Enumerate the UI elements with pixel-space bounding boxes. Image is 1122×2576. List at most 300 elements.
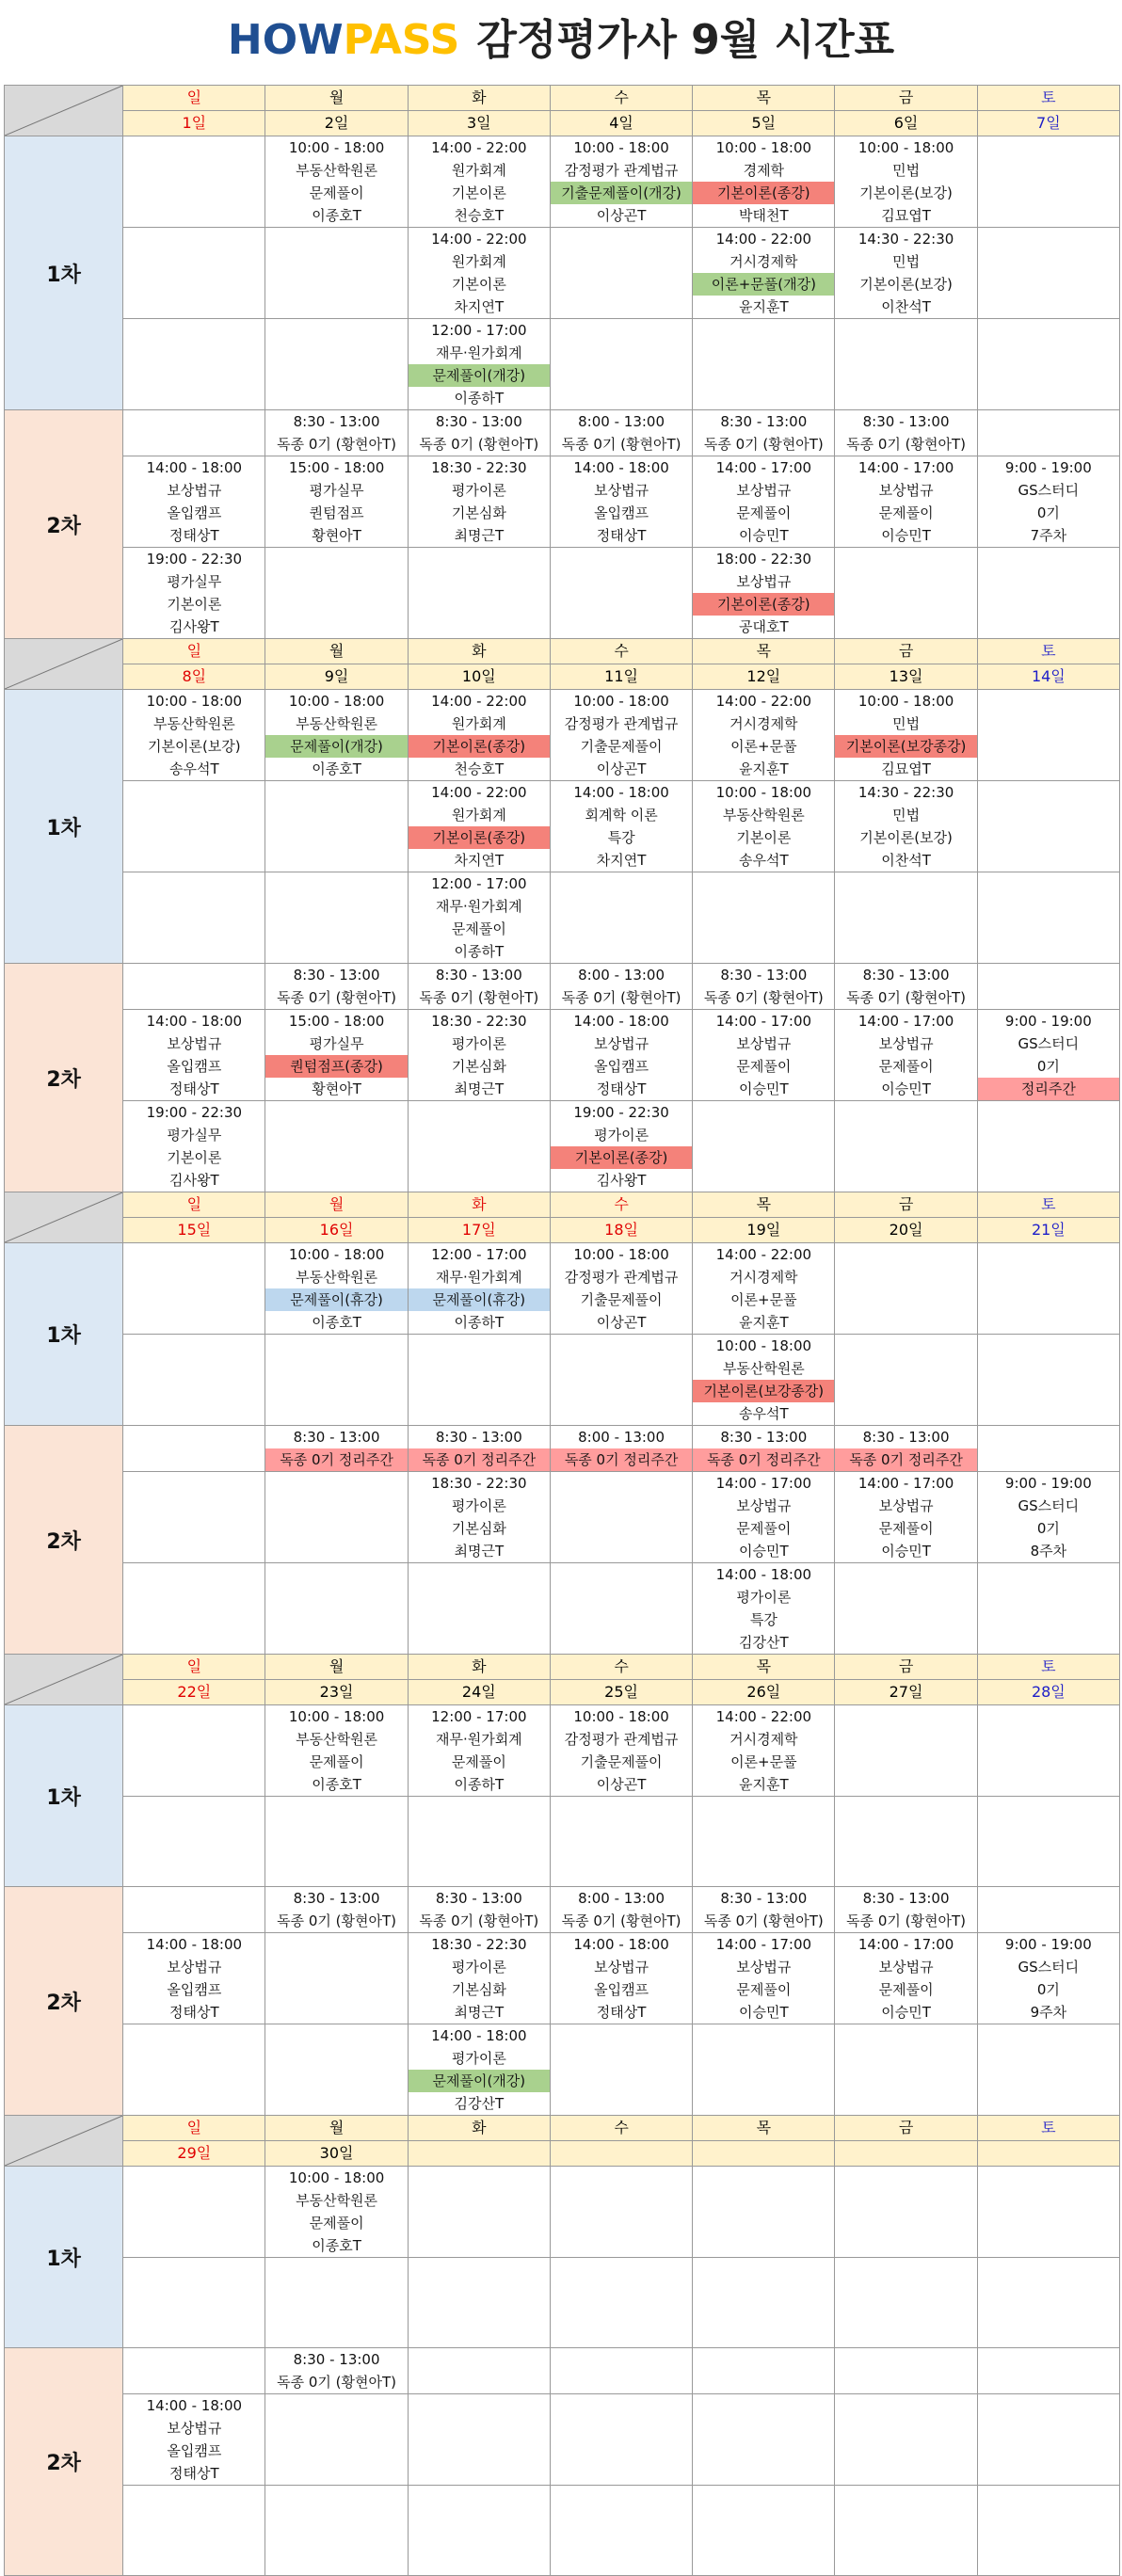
cell-line: 14:00 - 22:00	[715, 1708, 812, 1725]
class-slot[interactable]	[835, 410, 977, 456]
day-label: 수	[550, 1192, 692, 1218]
cell-line: 기출문제풀이	[580, 1753, 663, 1770]
cell-line: 문제풀이(개강)	[265, 735, 407, 758]
class-slot[interactable]	[835, 228, 977, 319]
class-slot[interactable]	[408, 1705, 550, 1797]
class-slot[interactable]	[408, 1243, 550, 1335]
class-slot	[977, 2394, 1119, 2486]
cell-line: 독종 0기 (황현아T)	[846, 436, 967, 453]
cell-line: 8:30 - 13:00	[862, 413, 950, 430]
cell-line: 9:00 - 19:00	[1004, 459, 1092, 476]
class-slot[interactable]	[977, 1472, 1119, 1563]
cell-line: 민법	[892, 253, 921, 270]
class-slot[interactable]	[408, 690, 550, 781]
date-label: 16일	[265, 1218, 408, 1243]
class-slot[interactable]	[123, 1010, 265, 1101]
class-slot[interactable]	[265, 2348, 408, 2394]
cell-line: 8:30 - 13:00	[293, 1890, 380, 1907]
cell-line: 이승민T	[881, 1543, 931, 1560]
class-slot[interactable]	[693, 136, 835, 228]
cell-line: 8:30 - 13:00	[435, 413, 522, 430]
class-slot[interactable]	[693, 1335, 835, 1426]
class-slot[interactable]	[408, 964, 550, 1010]
cell-line: 송우석T	[169, 760, 219, 777]
cell-line: 이론+문풀	[730, 738, 797, 755]
day-label: 일	[123, 2116, 265, 2141]
class-slot	[977, 1797, 1119, 1887]
class-slot[interactable]	[408, 1887, 550, 1933]
cell-line: 10:00 - 18:00	[858, 139, 954, 156]
cell-line: 8:30 - 13:00	[293, 967, 380, 984]
cell-line: GS스터디	[1018, 1035, 1080, 1052]
date-label	[977, 2141, 1119, 2167]
day-label: 토	[977, 2116, 1119, 2141]
class-slot[interactable]	[408, 1933, 550, 2024]
date-label: 26일	[693, 1680, 835, 1705]
class-slot	[835, 1335, 977, 1426]
cell-line: 기출문제풀이	[580, 738, 663, 755]
cell-line: 8:30 - 13:00	[720, 1890, 808, 1907]
class-slot[interactable]	[550, 136, 692, 228]
class-slot[interactable]	[265, 1010, 408, 1101]
cell-line: 독종 0기 (황현아T)	[419, 436, 539, 453]
class-slot	[835, 319, 977, 410]
cell-line: 정태상T	[596, 2004, 647, 2021]
cell-line: 천승호T	[454, 207, 505, 224]
cell-line: 보상법규	[594, 1035, 649, 1052]
class-slot[interactable]	[693, 690, 835, 781]
class-slot[interactable]	[835, 456, 977, 548]
cell-line: 퀀텀점프	[309, 504, 364, 521]
cell-line: 문제풀이	[309, 1753, 364, 1770]
class-slot	[693, 2167, 835, 2258]
cell-line: 8:30 - 13:00	[862, 1890, 950, 1907]
cell-line: 14:00 - 22:00	[431, 139, 527, 156]
class-slot	[123, 1563, 265, 1655]
class-slot	[265, 872, 408, 964]
day-label: 목	[693, 1655, 835, 1680]
cell-line: 독종 0기 (황현아T)	[561, 989, 681, 1006]
class-slot[interactable]	[550, 410, 692, 456]
cell-line: 8:00 - 13:00	[578, 1429, 665, 1446]
cell-line: GS스터디	[1018, 1959, 1080, 1976]
cell-line: 0기	[1036, 1058, 1060, 1075]
class-slot[interactable]	[835, 136, 977, 228]
cell-line: 이론+문풀	[730, 1291, 797, 1308]
cell-line: 19:00 - 22:30	[146, 1104, 243, 1121]
cell-line: 김사왕T	[596, 1172, 647, 1189]
cell-line: 독종 0기 (황현아T)	[703, 989, 824, 1006]
cell-line: 15:00 - 18:00	[288, 459, 385, 476]
cell-line: 14:00 - 17:00	[715, 1936, 812, 1953]
class-slot	[977, 964, 1119, 1010]
cell-line: 19:00 - 22:30	[573, 1104, 669, 1121]
cell-line: 8:30 - 13:00	[720, 413, 808, 430]
cell-line: 12:00 - 17:00	[431, 875, 527, 892]
date-label: 21일	[977, 1218, 1119, 1243]
cell-line: 14:00 - 18:00	[573, 459, 669, 476]
diagonal-line-icon	[5, 1655, 122, 1704]
class-slot[interactable]	[550, 1887, 692, 1933]
date-label: 25일	[550, 1680, 692, 1705]
cell-line: 송우석T	[739, 852, 789, 869]
cell-line: 민법	[892, 162, 921, 179]
class-slot	[408, 2486, 550, 2576]
class-slot[interactable]	[835, 1472, 977, 1563]
class-slot	[977, 548, 1119, 639]
class-slot	[123, 1426, 265, 1472]
cell-line: 정태상T	[169, 2465, 219, 2482]
cell-line: 8:30 - 13:00	[293, 2351, 380, 2368]
cell-line: 독종 0기 (황현아T)	[846, 1912, 967, 1929]
class-slot	[408, 2258, 550, 2348]
cell-line: 문제풀이	[451, 920, 506, 937]
cell-line: 8:30 - 13:00	[862, 1429, 950, 1446]
day-label: 일	[123, 86, 265, 111]
class-slot	[123, 2486, 265, 2576]
class-slot	[835, 2348, 977, 2394]
cell-line: 10:00 - 18:00	[573, 693, 669, 710]
class-slot	[835, 2394, 977, 2486]
cell-line: 기본이론(종강)	[551, 1146, 692, 1169]
cell-line: 14:00 - 18:00	[146, 1936, 243, 1953]
class-slot	[123, 136, 265, 228]
cell-line: 평가실무	[309, 1035, 364, 1052]
day-label: 목	[693, 2116, 835, 2141]
class-slot[interactable]	[408, 456, 550, 548]
class-slot[interactable]	[693, 1887, 835, 1933]
cell-line: 10:00 - 18:00	[715, 139, 812, 156]
class-slot	[265, 1563, 408, 1655]
class-slot	[977, 1335, 1119, 1426]
cell-line: 9:00 - 19:00	[1004, 1013, 1092, 1030]
cell-line: 감정평가 관계법규	[564, 1731, 679, 1748]
class-slot[interactable]	[550, 1933, 692, 2024]
cell-line: 부동산학원론	[722, 1360, 805, 1377]
class-slot[interactable]	[123, 456, 265, 548]
class-slot[interactable]	[693, 781, 835, 872]
cell-line: 기본심화	[451, 504, 506, 521]
cell-line: 문제풀이	[878, 1520, 934, 1537]
cell-line: 기본이론(보강)	[148, 738, 241, 755]
cell-line: 평가이론	[451, 1497, 506, 1514]
class-slot[interactable]	[265, 690, 408, 781]
class-slot	[123, 781, 265, 872]
class-slot[interactable]	[693, 1243, 835, 1335]
class-slot[interactable]	[693, 548, 835, 639]
cell-line: 부동산학원론	[296, 715, 378, 732]
cell-line: 경제학	[743, 162, 785, 179]
title-text: 감정평가사 9월 시간표	[476, 16, 895, 64]
cell-line: 독종 0기 (황현아T)	[277, 989, 397, 1006]
cell-line: 보상법규	[736, 573, 792, 590]
class-slot	[123, 1887, 265, 1933]
date-label	[550, 2141, 692, 2167]
class-slot[interactable]	[550, 1426, 692, 1472]
class-slot[interactable]	[408, 781, 550, 872]
class-slot[interactable]	[550, 964, 692, 1010]
day-label: 토	[977, 1655, 1119, 1680]
class-slot	[835, 872, 977, 964]
day-label: 월	[265, 639, 408, 664]
cell-line: 올입캠프	[167, 2442, 222, 2459]
day-label: 수	[550, 1655, 692, 1680]
class-slot	[693, 1797, 835, 1887]
class-slot	[408, 1101, 550, 1192]
class-slot[interactable]	[835, 1426, 977, 1472]
cell-line: 14:00 - 17:00	[715, 459, 812, 476]
cell-line: 이종하T	[454, 390, 505, 407]
class-slot	[265, 781, 408, 872]
class-slot[interactable]	[408, 136, 550, 228]
class-slot[interactable]	[693, 456, 835, 548]
date-label: 7일	[977, 111, 1119, 136]
class-slot[interactable]	[408, 228, 550, 319]
cell-line: 9:00 - 19:00	[1004, 1936, 1092, 1953]
diagonal-line-icon	[5, 86, 122, 136]
cell-line: 평가실무	[309, 482, 364, 499]
class-slot	[123, 2258, 265, 2348]
cell-line: 민법	[892, 715, 921, 732]
day-label: 금	[835, 1655, 977, 1680]
class-slot	[977, 2024, 1119, 2116]
class-slot	[835, 1101, 977, 1192]
class-slot[interactable]	[550, 1010, 692, 1101]
class-slot[interactable]	[265, 410, 408, 456]
cell-line: 이상곤T	[596, 1314, 647, 1331]
cell-line: 14:00 - 18:00	[573, 1013, 669, 1030]
cell-line: 이종호T	[312, 207, 361, 224]
class-slot[interactable]	[693, 1563, 835, 1655]
session-label-first: 1차	[5, 136, 123, 410]
class-slot[interactable]	[550, 781, 692, 872]
class-slot[interactable]	[265, 1426, 408, 1472]
date-label: 8일	[123, 664, 265, 690]
date-label: 24일	[408, 1680, 550, 1705]
cell-line: 7주차	[1030, 527, 1067, 544]
class-slot[interactable]	[550, 456, 692, 548]
cell-line: 윤지훈T	[739, 760, 789, 777]
class-slot	[265, 1335, 408, 1426]
cell-line: 14:30 - 22:30	[858, 784, 954, 801]
class-slot	[977, 2486, 1119, 2576]
class-slot	[693, 2394, 835, 2486]
cell-line: 이종하T	[454, 1776, 505, 1793]
day-label: 수	[550, 86, 692, 111]
class-slot[interactable]	[550, 1243, 692, 1335]
cell-line: 독종 0기 정리주간	[835, 1448, 976, 1471]
cell-line: 공대호T	[739, 618, 789, 635]
class-slot[interactable]	[123, 1101, 265, 1192]
class-slot[interactable]	[265, 964, 408, 1010]
class-slot[interactable]	[550, 1101, 692, 1192]
class-slot	[550, 228, 692, 319]
class-slot	[123, 872, 265, 964]
class-slot[interactable]	[265, 136, 408, 228]
cell-line: 이상곤T	[596, 1776, 647, 1793]
class-slot[interactable]	[123, 1933, 265, 2024]
cell-line: 평가이론	[451, 482, 506, 499]
cell-line: 이찬석T	[881, 298, 931, 315]
cell-line: 재무·원가회계	[435, 1269, 522, 1286]
class-slot[interactable]	[693, 1010, 835, 1101]
cell-line: 문제풀이	[878, 1981, 934, 1998]
cell-line: 보상법규	[736, 482, 792, 499]
session-label-second: 2차	[5, 1887, 123, 2116]
cell-line: 독종 0기 정리주간	[265, 1448, 407, 1471]
class-slot[interactable]	[693, 964, 835, 1010]
class-slot	[408, 1797, 550, 1887]
class-slot[interactable]	[693, 228, 835, 319]
cell-line: 14:00 - 18:00	[573, 1936, 669, 1953]
cell-line: 김사왕T	[169, 1172, 219, 1189]
corner-cell	[5, 1655, 123, 1705]
class-slot[interactable]	[835, 1933, 977, 2024]
class-slot[interactable]	[123, 2394, 265, 2486]
class-slot	[550, 2024, 692, 2116]
cell-line: 이종하T	[454, 1314, 505, 1331]
cell-line: 평가이론	[594, 1127, 649, 1144]
cell-line: 보상법규	[167, 1959, 222, 1976]
cell-line: 14:00 - 18:00	[431, 2027, 527, 2044]
cell-line: 평가이론	[736, 1589, 792, 1606]
day-label: 일	[123, 639, 265, 664]
cell-line: 15:00 - 18:00	[288, 1013, 385, 1030]
date-label: 15일	[123, 1218, 265, 1243]
cell-line: 독종 0기 정리주간	[693, 1448, 834, 1471]
class-slot	[977, 1887, 1119, 1933]
cell-line: 14:00 - 22:00	[431, 693, 527, 710]
class-slot	[977, 319, 1119, 410]
cell-line: 독종 0기 (황현아T)	[703, 1912, 824, 1929]
cell-line: 보상법규	[878, 1035, 934, 1052]
day-label: 수	[550, 639, 692, 664]
cell-line: 이승민T	[881, 527, 931, 544]
class-slot	[977, 1101, 1119, 1192]
cell-line: 기본이론(종강)	[693, 593, 834, 616]
class-slot[interactable]	[265, 1887, 408, 1933]
cell-line: 최명근T	[454, 1080, 505, 1097]
class-slot[interactable]	[693, 410, 835, 456]
class-slot[interactable]	[408, 1472, 550, 1563]
class-slot	[835, 1705, 977, 1797]
class-slot[interactable]	[693, 1426, 835, 1472]
class-slot[interactable]	[977, 1933, 1119, 2024]
date-label: 19일	[693, 1218, 835, 1243]
class-slot	[977, 2258, 1119, 2348]
cell-line: 10:00 - 18:00	[288, 1708, 385, 1725]
class-slot[interactable]	[265, 1243, 408, 1335]
cell-line: 김묘엽T	[881, 760, 931, 777]
cell-line: 이상곤T	[596, 760, 647, 777]
class-slot[interactable]	[265, 456, 408, 548]
class-slot	[550, 872, 692, 964]
class-slot[interactable]	[408, 2024, 550, 2116]
class-slot[interactable]	[123, 548, 265, 639]
day-label: 월	[265, 1655, 408, 1680]
day-label: 금	[835, 86, 977, 111]
cell-line: 평가이론	[451, 1959, 506, 1976]
cell-line: 독종 0기 (황현아T)	[846, 989, 967, 1006]
day-label: 목	[693, 639, 835, 664]
brand-pass: PASS	[343, 16, 460, 64]
cell-line: 독종 0기 (황현아T)	[561, 436, 681, 453]
cell-line: 올입캠프	[594, 1058, 649, 1075]
cell-line: 올입캠프	[594, 504, 649, 521]
class-slot[interactable]	[408, 410, 550, 456]
class-slot[interactable]	[693, 1933, 835, 2024]
cell-line: 독종 0기 정리주간	[551, 1448, 692, 1471]
cell-line: 거시경제학	[729, 1269, 798, 1286]
cell-line: 재무·원가회계	[435, 898, 522, 915]
cell-line: 기본심화	[451, 1520, 506, 1537]
class-slot[interactable]	[123, 690, 265, 781]
class-slot	[835, 1243, 977, 1335]
class-slot[interactable]	[550, 690, 692, 781]
cell-line: 보상법규	[167, 1035, 222, 1052]
class-slot[interactable]	[835, 781, 977, 872]
cell-line: 정태상T	[169, 527, 219, 544]
class-slot[interactable]	[265, 1705, 408, 1797]
cell-line: 정태상T	[169, 2004, 219, 2021]
cell-line: 10:00 - 18:00	[715, 784, 812, 801]
session-label-second: 2차	[5, 410, 123, 639]
cell-line: 기본심화	[451, 1058, 506, 1075]
class-slot	[123, 2167, 265, 2258]
cell-line: 기본이론(보강종강)	[835, 735, 976, 758]
date-label	[835, 2141, 977, 2167]
class-slot[interactable]	[977, 1010, 1119, 1101]
cell-line: 0기	[1036, 1520, 1060, 1537]
class-slot[interactable]	[408, 872, 550, 964]
cell-line: 14:00 - 22:00	[715, 1246, 812, 1263]
date-label: 1일	[123, 111, 265, 136]
class-slot[interactable]	[550, 1705, 692, 1797]
class-slot[interactable]	[835, 690, 977, 781]
cell-line: 19:00 - 22:30	[146, 551, 243, 568]
class-slot[interactable]	[835, 964, 977, 1010]
class-slot[interactable]	[408, 319, 550, 410]
day-label: 금	[835, 2116, 977, 2141]
date-label: 23일	[265, 1680, 408, 1705]
class-slot[interactable]	[408, 1426, 550, 1472]
class-slot[interactable]	[693, 1472, 835, 1563]
cell-line: 보상법규	[878, 1959, 934, 1976]
class-slot[interactable]	[835, 1010, 977, 1101]
class-slot[interactable]	[835, 1887, 977, 1933]
session-label-first: 1차	[5, 1705, 123, 1887]
cell-line: 10:00 - 18:00	[573, 139, 669, 156]
cell-line: 보상법규	[167, 482, 222, 499]
cell-line: 거시경제학	[729, 715, 798, 732]
cell-line: 14:00 - 18:00	[146, 459, 243, 476]
class-slot[interactable]	[408, 1010, 550, 1101]
class-slot	[977, 1563, 1119, 1655]
class-slot[interactable]	[693, 1705, 835, 1797]
class-slot[interactable]	[265, 2167, 408, 2258]
cell-line: 특강	[749, 1611, 777, 1628]
class-slot	[693, 2024, 835, 2116]
class-slot	[123, 1705, 265, 1797]
session-label-second: 2차	[5, 964, 123, 1192]
cell-line: 독종 0기 (황현아T)	[419, 1912, 539, 1929]
brand-how: HOW	[227, 16, 344, 64]
class-slot	[977, 781, 1119, 872]
cell-line: 14:00 - 17:00	[715, 1475, 812, 1492]
cell-line: 차지연T	[596, 852, 647, 869]
cell-line: 8:30 - 13:00	[293, 413, 380, 430]
class-slot[interactable]	[977, 456, 1119, 548]
